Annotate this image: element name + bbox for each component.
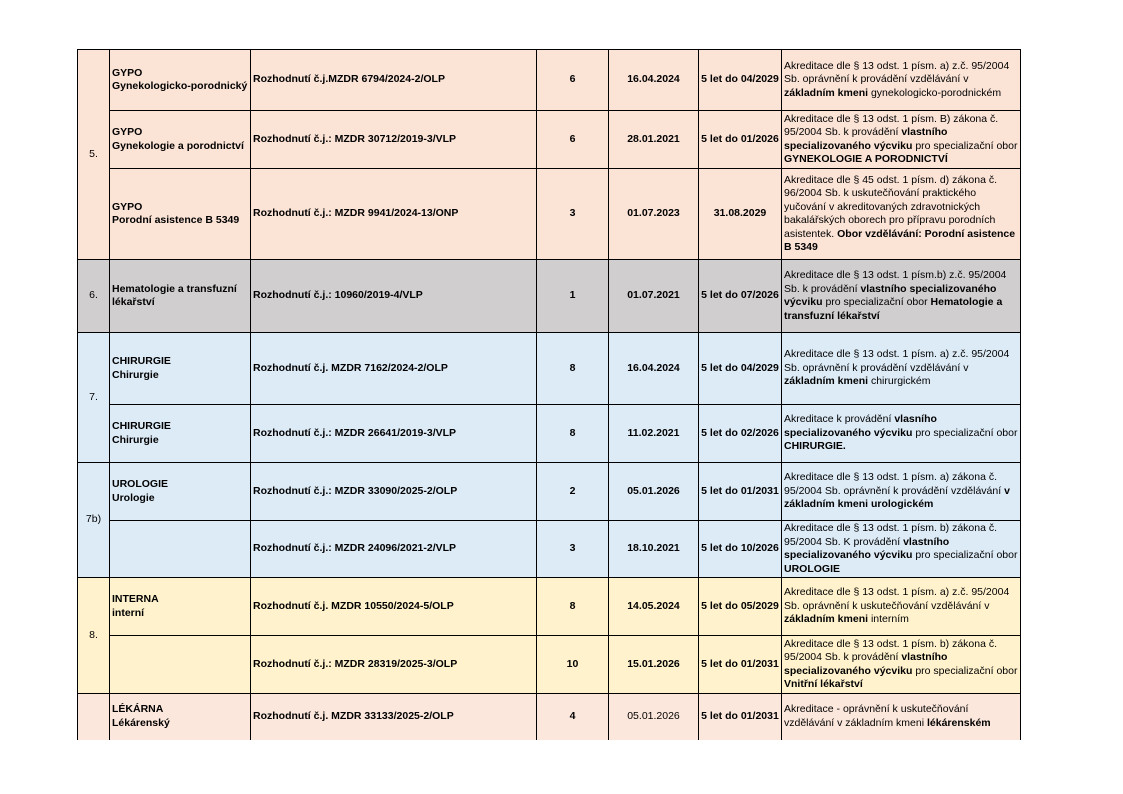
accreditation-note: Akreditace dle § 13 odst. 1 písm. b) zákona č. 95/2004 Sb. K provádění vlastního specializovaného výcviku pro specializační obor UROLOGIE <box>782 521 1021 578</box>
validity: 5 let do 02/2026 <box>699 405 782 463</box>
capacity: 8 <box>537 578 609 636</box>
capacity: 8 <box>537 333 609 405</box>
table-row <box>78 463 1021 521</box>
decision-date: 01.07.2023 <box>609 169 699 260</box>
decision-date: 11.02.2021 <box>609 405 699 463</box>
decision-date: 05.01.2026 <box>609 463 699 521</box>
decision-reference: Rozhodnutí č.j.: MZDR 9941/2024-13/ONP <box>251 169 537 260</box>
accreditation-note: Akreditace dle § 13 odst. 1 písm. a) zákona č. 95/2004 Sb. oprávnění k provádění vzdělávání v základním kmeni urologickém <box>782 463 1021 521</box>
department-name: Hematologie a transfuzní lékařství <box>110 260 251 333</box>
capacity: 4 <box>537 694 609 740</box>
validity: 5 let do 01/2031 <box>699 694 782 740</box>
group-number: 6. <box>78 260 110 333</box>
table-row <box>78 111 1021 169</box>
table-row <box>78 333 1021 405</box>
decision-date: 18.10.2021 <box>609 521 699 578</box>
decision-date: 05.01.2026 <box>609 694 699 740</box>
decision-date: 28.01.2021 <box>609 111 699 169</box>
decision-reference: Rozhodnutí č.j.: MZDR 26641/2019-3/VLP <box>251 405 537 463</box>
validity: 5 let do 04/2029 <box>699 333 782 405</box>
accreditation-note: Akreditace dle § 45 odst. 1 písm. d) zákona č. 96/2004 Sb. k uskutečňování praktického yučování v akreditovaných zdravotnických bakalářských oborech pro přípravu porodních asistentek. Obor vzdělávání: Porodní asistence B 5349 <box>782 169 1021 260</box>
decision-reference: Rozhodnutí č.j. MZDR 33133/2025-2/OLP <box>251 694 537 740</box>
decision-reference: Rozhodnutí č.j.: MZDR 30712/2019-3/VLP <box>251 111 537 169</box>
department-name: LÉKÁRNA Lékárenský <box>110 694 251 740</box>
capacity: 3 <box>537 169 609 260</box>
department-name: CHIRURGIE Chirurgie <box>110 405 251 463</box>
accreditation-note: Akreditace dle § 13 odst. 1 písm.b) z.č. 95/2004 Sb. k provádění vlastního specializovaného výcviku pro specializační obor Hematologie a transfuzní lékařství <box>782 260 1021 333</box>
validity: 5 let do 01/2026 <box>699 111 782 169</box>
validity: 5 let do 05/2029 <box>699 578 782 636</box>
table-row <box>78 521 1021 578</box>
decision-reference: Rozhodnutí č.j.MZDR 6794/2024-2/OLP <box>251 50 537 111</box>
group-number: 8. <box>78 578 110 694</box>
table-row <box>78 169 1021 260</box>
decision-date: 01.07.2021 <box>609 260 699 333</box>
decision-reference: Rozhodnutí č.j. MZDR 10550/2024-5/OLP <box>251 578 537 636</box>
group-number <box>78 694 110 740</box>
decision-reference: Rozhodnutí č.j.: MZDR 33090/2025-2/OLP <box>251 463 537 521</box>
decision-reference: Rozhodnutí č.j.: MZDR 28319/2025-3/OLP <box>251 636 537 694</box>
capacity: 8 <box>537 405 609 463</box>
department-name: GYPO Porodní asistence B 5349 <box>110 169 251 260</box>
validity: 5 let do 01/2031 <box>699 463 782 521</box>
table-row <box>78 578 1021 636</box>
table-row <box>78 405 1021 463</box>
group-number: 7b) <box>78 463 110 578</box>
validity: 5 let do 01/2031 <box>699 636 782 694</box>
accreditation-note: Akreditace dle § 13 odst. 1 písm. B) zákona č. 95/2004 Sb. k provádění vlastního specializovaného výcviku pro specializační obor GYNEKOLOGIE A PORODNICTVÍ <box>782 111 1021 169</box>
accreditation-note: Akreditace k provádění vlasního specializovaného výcviku pro specializační obor CHIRURGIE. <box>782 405 1021 463</box>
table-row <box>78 636 1021 694</box>
capacity: 6 <box>537 50 609 111</box>
capacity: 10 <box>537 636 609 694</box>
accreditation-note: Akreditace dle § 13 odst. 1 písm. b) zákona č. 95/2004 Sb. k provádění vlastního specializovaného výcviku pro specializační obor Vnitřní lékařství <box>782 636 1021 694</box>
capacity: 2 <box>537 463 609 521</box>
validity: 5 let do 10/2026 <box>699 521 782 578</box>
capacity: 3 <box>537 521 609 578</box>
accreditation-note: Akreditace dle § 13 odst. 1 písm. a) z.č. 95/2004 Sb. oprávnění k uskutečňování vzdělávání v základním kmeni interním <box>782 578 1021 636</box>
capacity: 6 <box>537 111 609 169</box>
table-row <box>78 694 1021 740</box>
table-row <box>78 50 1021 111</box>
department-name: INTERNA interní <box>110 578 251 636</box>
table-row <box>78 260 1021 333</box>
decision-date: 15.01.2026 <box>609 636 699 694</box>
decision-reference: Rozhodnutí č.j.: 10960/2019-4/VLP <box>251 260 537 333</box>
department-name: GYPO Gynekologicko-porodnický <box>110 50 251 111</box>
validity: 31.08.2029 <box>699 169 782 260</box>
group-number: 7. <box>78 333 110 463</box>
accreditation-note: Akreditace dle § 13 odst. 1 písm. a) z.č. 95/2004 Sb. oprávnění k provádění vzdělávání v základním kmeni gynekologicko-porodnickém <box>782 50 1021 111</box>
accreditation-note: Akreditace dle § 13 odst. 1 písm. a) z.č. 95/2004 Sb. oprávnění k provádění vzdělávání v základním kmeni chirurgickém <box>782 333 1021 405</box>
decision-date: 14.05.2024 <box>609 578 699 636</box>
accreditation-table <box>77 49 1021 740</box>
department-name <box>110 521 251 578</box>
department-name: UROLOGIE Urologie <box>110 463 251 521</box>
validity: 5 let do 04/2029 <box>699 50 782 111</box>
decision-date: 16.04.2024 <box>609 50 699 111</box>
accreditation-note: Akreditace - oprávnění k uskutečňování vzdělávání v základním kmeni lékárenském <box>782 694 1021 740</box>
capacity: 1 <box>537 260 609 333</box>
department-name: CHIRURGIE Chirurgie <box>110 333 251 405</box>
decision-date: 16.04.2024 <box>609 333 699 405</box>
validity: 5 let do 07/2026 <box>699 260 782 333</box>
department-name: GYPO Gynekologie a porodnictví <box>110 111 251 169</box>
decision-reference: Rozhodnutí č.j. MZDR 7162/2024-2/OLP <box>251 333 537 405</box>
decision-reference: Rozhodnutí č.j.: MZDR 24096/2021-2/VLP <box>251 521 537 578</box>
group-number: 5. <box>78 50 110 260</box>
department-name <box>110 636 251 694</box>
